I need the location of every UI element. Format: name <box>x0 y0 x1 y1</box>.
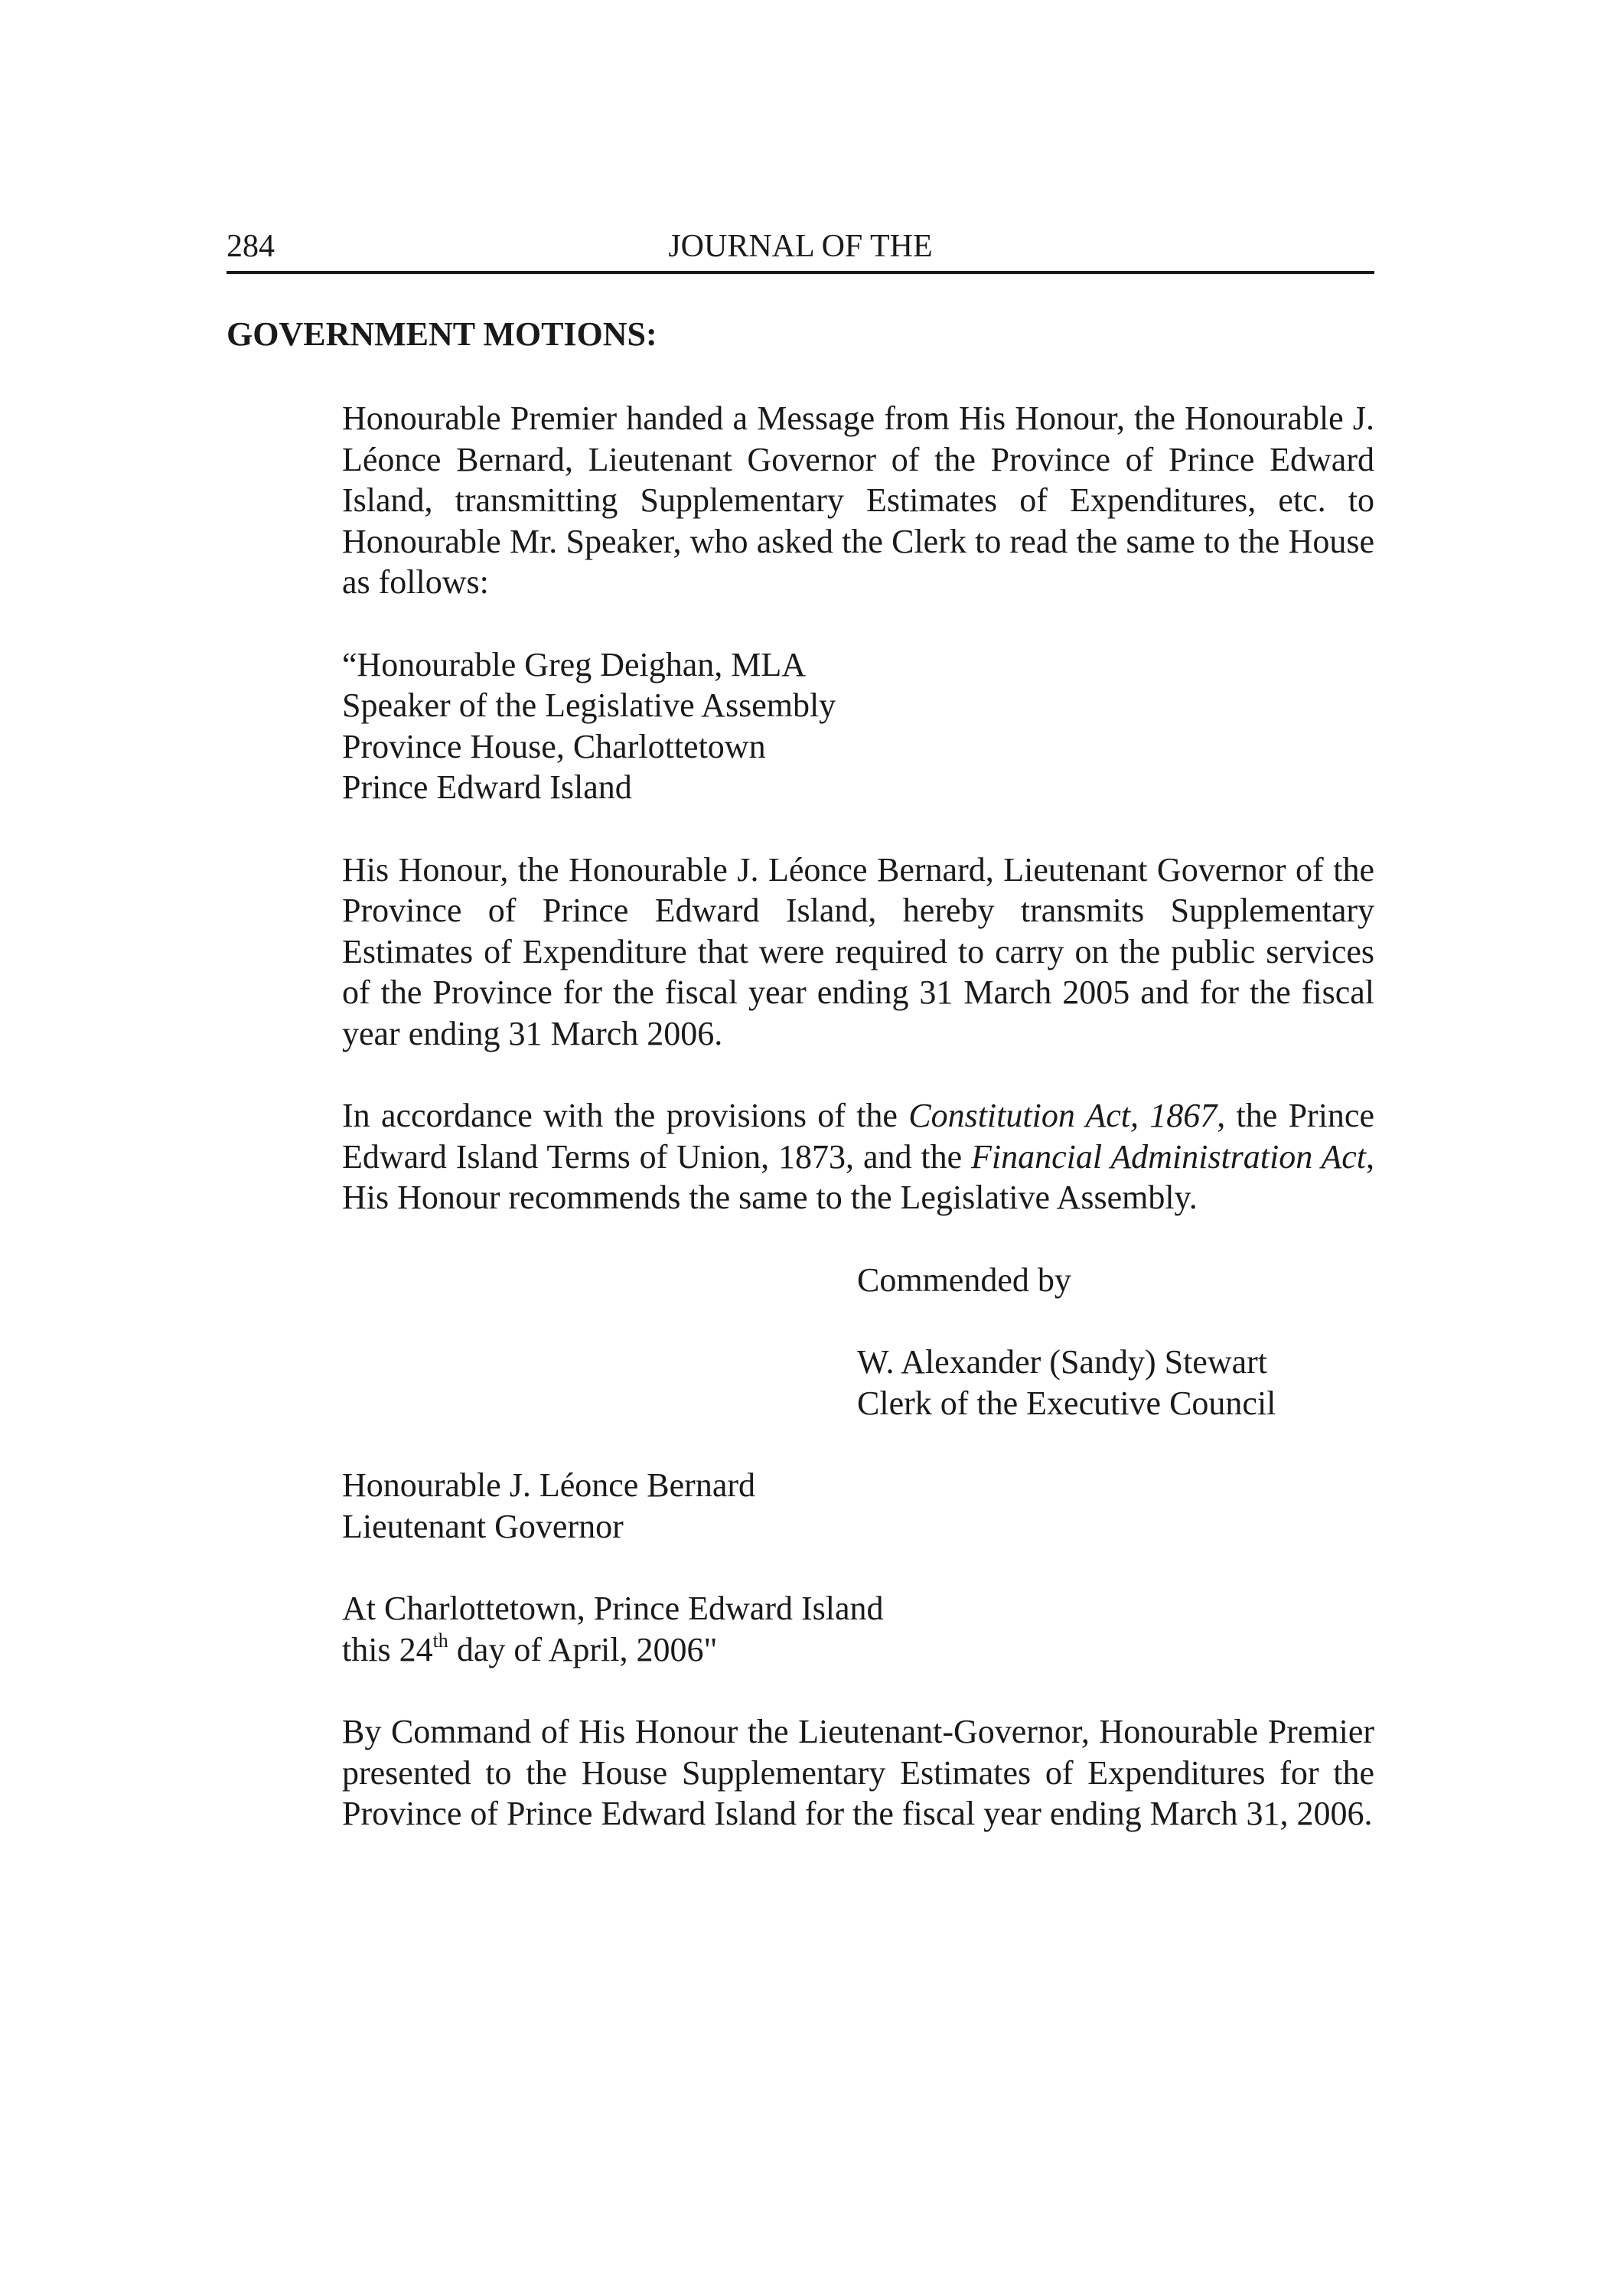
running-head: JOURNAL OF THE <box>668 229 933 264</box>
address-line: Prince Edward Island <box>342 768 632 806</box>
intro-paragraph: Honourable Premier handed a Message from His Honour, the Honourable J. Léonce Bernard, Lieutenant Governor of the Province of Prince Edward Island, transmitting Supplementary Estimates of Expenditures, etc. to Honourable Mr. Speaker, who asked the Clerk to read the same to the House as follows: <box>342 400 1374 601</box>
date-text: this 24 <box>342 1630 433 1668</box>
commendation-block <box>857 1260 1374 1424</box>
date-text: day of April, 2006" <box>448 1630 718 1668</box>
closing-paragraph: By Command of His Honour the Lieutenant-Governor, Honourable Premier presented to the House Supplementary Estimates of Expenditures for the Province of Prince Edward Island for the fiscal year ending March 31, 2006. <box>342 1713 1374 1832</box>
place-line: At Charlottetown, Prince Edward Island <box>342 1590 884 1627</box>
address-block <box>342 644 1374 808</box>
address-line: Province House, Charlottetown <box>342 727 766 765</box>
governor-name: Honourable J. Léonce Bernard <box>342 1466 756 1504</box>
address-line: “Honourable Greg Deighan, MLA <box>342 645 807 683</box>
accordance-text: In accordance with the provisions of the <box>342 1097 909 1134</box>
accordance-text: , the Prince Edward Island Terms of Union, 1873, and the <box>342 1097 1374 1176</box>
clerk-signature <box>857 1342 1374 1424</box>
date-line <box>342 1629 1374 1671</box>
section-heading: GOVERNMENT MOTIONS: <box>227 315 657 353</box>
transmit-paragraph: His Honour, the Honourable J. Léonce Bernard, Lieutenant Governor of the Province of Prince Edward Island, hereby transmits Supplementary Estimates of Expenditure that were required to carry on the public services of the Province for the fiscal year ending 31 March 2005 and for the fiscal year ending 31 March 2006. <box>342 850 1374 1052</box>
document-body <box>342 398 1374 1876</box>
act-title: Financial Administration Act <box>971 1137 1366 1176</box>
clerk-title: Clerk of the Executive Council <box>857 1384 1276 1422</box>
accordance-text: , His Honour recommends the same to the Legislative Assembly. <box>342 1137 1374 1216</box>
page-number: 284 <box>227 229 275 264</box>
governor-title: Lieutenant Governor <box>342 1507 624 1545</box>
governor-signature <box>342 1465 1374 1547</box>
accordance-paragraph <box>342 1095 1374 1218</box>
place-date <box>342 1588 1374 1670</box>
page-header <box>227 227 1374 274</box>
ordinal-suffix: th <box>432 1629 448 1652</box>
act-title: Constitution Act, 1867 <box>908 1097 1217 1134</box>
commended-by: Commended by <box>857 1261 1071 1299</box>
address-line: Speaker of the Legislative Assembly <box>342 687 836 724</box>
clerk-name: W. Alexander (Sandy) Stewart <box>857 1343 1268 1381</box>
